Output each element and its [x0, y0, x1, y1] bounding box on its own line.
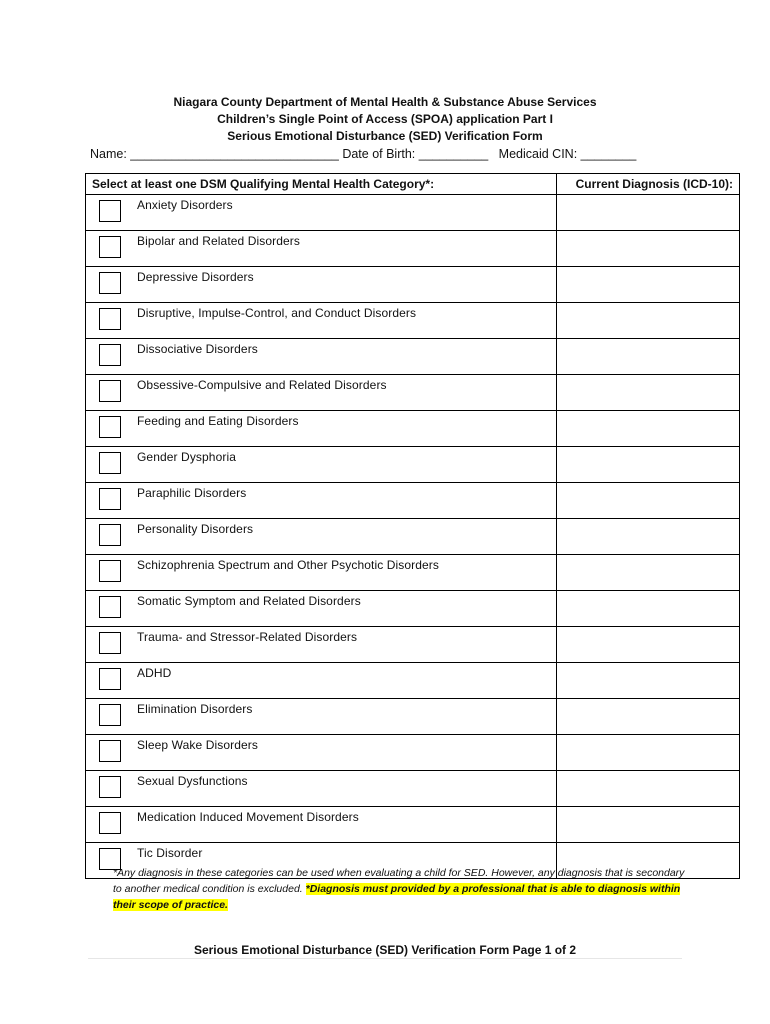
form-title: Serious Emotional Disturbance (SED) Verification Form — [227, 129, 543, 143]
table-row — [86, 339, 740, 375]
category-checkbox[interactable] — [99, 380, 121, 402]
category-label: Medication Induced Movement Disorders — [137, 810, 359, 824]
diagnosis-input-cell[interactable] — [557, 303, 740, 339]
category-label: Paraphilic Disorders — [137, 486, 247, 500]
footnote-text: *Any diagnosis in these categories can be used when evaluating a child for SED. However, any diagnosis that is secondary to another medical condition is excluded. — [113, 867, 685, 895]
table-row — [86, 519, 740, 555]
footer-divider — [88, 958, 682, 959]
category-cell — [86, 771, 557, 807]
category-checkbox[interactable] — [99, 776, 121, 798]
category-label: Sleep Wake Disorders — [137, 738, 258, 752]
category-label: Anxiety Disorders — [137, 198, 233, 212]
diagnosis-input-cell[interactable] — [557, 627, 740, 663]
category-cell — [86, 591, 557, 627]
category-cell — [86, 339, 557, 375]
table-row — [86, 699, 740, 735]
page-footer: Serious Emotional Disturbance (SED) Verification Form Page 1 of 2 — [193, 943, 577, 957]
category-cell — [86, 699, 557, 735]
table-row — [86, 555, 740, 591]
diagnosis-input-cell[interactable] — [557, 555, 740, 591]
category-checkbox[interactable] — [99, 308, 121, 330]
header-application: Children’s Single Point of Access (SPOA) application Part I — [217, 112, 553, 126]
category-checkbox[interactable] — [99, 668, 121, 690]
category-label: Elimination Disorders — [137, 702, 253, 716]
category-checkbox[interactable] — [99, 416, 121, 438]
table-row — [86, 231, 740, 267]
category-checkbox[interactable] — [99, 632, 121, 654]
footnote — [113, 865, 693, 913]
category-label: Somatic Symptom and Related Disorders — [137, 594, 361, 608]
diagnosis-input-cell[interactable] — [557, 663, 740, 699]
category-label: ADHD — [137, 666, 172, 680]
table-row — [86, 627, 740, 663]
table-row — [86, 807, 740, 843]
category-checkbox[interactable] — [99, 452, 121, 474]
category-column-header: Select at least one DSM Qualifying Mental Health Category*: — [86, 174, 557, 195]
category-label: Tic Disorder — [137, 846, 203, 860]
category-checkbox[interactable] — [99, 488, 121, 510]
table-row — [86, 483, 740, 519]
table-row — [86, 303, 740, 339]
category-cell — [86, 735, 557, 771]
diagnosis-input-cell[interactable] — [557, 447, 740, 483]
category-label: Depressive Disorders — [137, 270, 254, 284]
category-cell — [86, 555, 557, 591]
table-row — [86, 591, 740, 627]
diagnosis-input-cell[interactable] — [557, 807, 740, 843]
category-cell — [86, 411, 557, 447]
category-checkbox[interactable] — [99, 344, 121, 366]
category-cell — [86, 303, 557, 339]
category-checkbox[interactable] — [99, 236, 121, 258]
footnote-highlight: *Diagnosis must provided by a professional that is able to diagnosis within their scope of practice. — [113, 883, 681, 911]
table-row — [86, 411, 740, 447]
patient-fields-line[interactable]: Name: ______________________________ Date of Birth: __________ Medicaid CIN: ________ — [90, 147, 637, 161]
diagnosis-input-cell[interactable] — [557, 231, 740, 267]
category-cell — [86, 231, 557, 267]
table-row — [86, 771, 740, 807]
table-row — [86, 447, 740, 483]
category-cell — [86, 483, 557, 519]
diagnosis-input-cell[interactable] — [557, 591, 740, 627]
diagnosis-input-cell[interactable] — [557, 771, 740, 807]
category-cell — [86, 375, 557, 411]
table-row — [86, 735, 740, 771]
header-agency: Niagara County Department of Mental Health & Substance Abuse Services — [173, 95, 597, 109]
category-checkbox[interactable] — [99, 704, 121, 726]
category-label: Feeding and Eating Disorders — [137, 414, 299, 428]
diagnosis-input-cell[interactable] — [557, 267, 740, 303]
diagnosis-input-cell[interactable] — [557, 519, 740, 555]
diagnosis-input-cell[interactable] — [557, 375, 740, 411]
category-cell — [86, 195, 557, 231]
category-cell — [86, 807, 557, 843]
category-checkbox[interactable] — [99, 272, 121, 294]
diagnosis-input-cell[interactable] — [557, 699, 740, 735]
category-cell — [86, 519, 557, 555]
category-cell — [86, 267, 557, 303]
category-checkbox[interactable] — [99, 560, 121, 582]
category-checkbox[interactable] — [99, 812, 121, 834]
diagnosis-input-cell[interactable] — [557, 735, 740, 771]
category-checkbox[interactable] — [99, 200, 121, 222]
category-cell — [86, 447, 557, 483]
category-checkbox[interactable] — [99, 596, 121, 618]
table-row — [86, 375, 740, 411]
category-table — [85, 173, 740, 879]
diagnosis-input-cell[interactable] — [557, 483, 740, 519]
diagnosis-input-cell[interactable] — [557, 339, 740, 375]
category-cell — [86, 663, 557, 699]
category-label: Obsessive-Compulsive and Related Disorders — [137, 378, 387, 392]
category-checkbox[interactable] — [99, 740, 121, 762]
category-label: Bipolar and Related Disorders — [137, 234, 300, 248]
category-label: Disruptive, Impulse-Control, and Conduct Disorders — [137, 306, 417, 320]
diagnosis-column-header: Current Diagnosis (ICD-10): — [557, 174, 740, 195]
table-row — [86, 267, 740, 303]
category-cell — [86, 627, 557, 663]
category-label: Trauma- and Stressor-Related Disorders — [137, 630, 358, 644]
table-row — [86, 195, 740, 231]
category-label: Dissociative Disorders — [137, 342, 258, 356]
category-label: Gender Dysphoria — [137, 450, 236, 464]
category-label: Schizophrenia Spectrum and Other Psychotic Disorders — [137, 558, 440, 572]
category-label: Personality Disorders — [137, 522, 254, 536]
table-row — [86, 663, 740, 699]
category-label: Sexual Dysfunctions — [137, 774, 248, 788]
diagnosis-input-cell[interactable] — [557, 411, 740, 447]
category-checkbox[interactable] — [99, 524, 121, 546]
diagnosis-input-cell[interactable] — [557, 195, 740, 231]
table-header-row — [86, 174, 740, 195]
